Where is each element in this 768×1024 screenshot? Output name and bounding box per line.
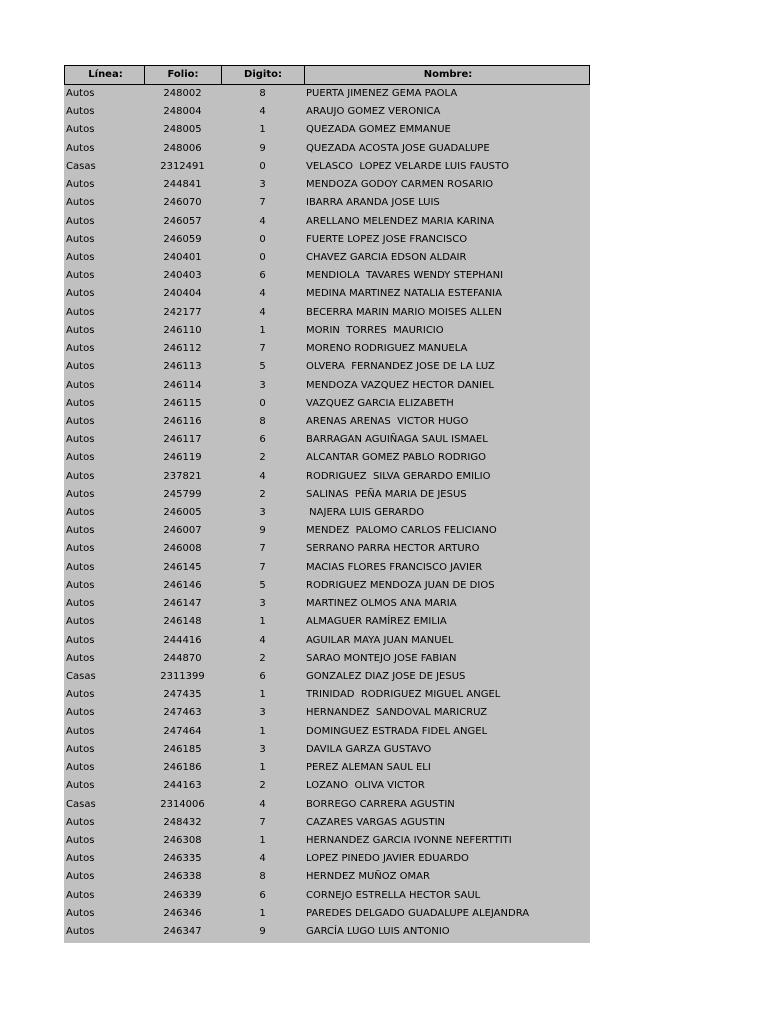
table-row bbox=[64, 395, 590, 413]
cell-digito: 7 bbox=[259, 816, 266, 828]
cell-folio: 246347 bbox=[163, 926, 202, 938]
cell-digito: 3 bbox=[259, 598, 266, 610]
cell-folio: 246005 bbox=[163, 507, 202, 519]
table-row bbox=[64, 176, 590, 194]
cell-digito: 3 bbox=[259, 743, 266, 755]
table-row bbox=[64, 267, 590, 285]
cell-nombre: FUERTE LOPEZ JOSE FRANCISCO bbox=[306, 233, 468, 245]
cell-nombre: MEDINA MARTINEZ NATALIA ESTEFANIA bbox=[306, 288, 502, 300]
cell-digito: 2 bbox=[259, 652, 266, 664]
cell-nombre: TRINIDAD RODRIGUEZ MIGUEL ANGEL bbox=[306, 689, 501, 701]
cell-digito: 6 bbox=[259, 671, 266, 682]
table-row bbox=[64, 741, 590, 759]
cell-folio: 246335 bbox=[163, 853, 202, 865]
cell-nombre: AGUILAR MAYA JUAN MANUEL bbox=[306, 634, 454, 646]
cell-linea: Autos bbox=[66, 288, 95, 300]
table-row bbox=[64, 832, 590, 850]
cell-nombre: LOPEZ PINEDO JAVIER EDUARDO bbox=[306, 853, 469, 865]
table-row bbox=[64, 468, 590, 486]
cell-folio: 248005 bbox=[163, 124, 202, 136]
cell-folio: 248006 bbox=[163, 142, 202, 154]
cell-folio: 2311399 bbox=[160, 671, 205, 682]
cell-digito: 8 bbox=[259, 871, 266, 883]
cell-linea: Autos bbox=[66, 561, 95, 573]
cell-folio: 244163 bbox=[163, 780, 202, 792]
cell-digito: 7 bbox=[259, 197, 266, 209]
cell-folio: 247464 bbox=[163, 725, 202, 737]
cell-digito: 4 bbox=[259, 853, 266, 865]
cell-folio: 240404 bbox=[163, 288, 202, 300]
cell-nombre: GONZALEZ DIAZ JOSE DE JESUS bbox=[306, 671, 466, 682]
table-row bbox=[64, 358, 590, 376]
table-row bbox=[64, 796, 590, 814]
cell-digito: 1 bbox=[259, 762, 266, 774]
cell-folio: 244416 bbox=[163, 634, 202, 646]
cell-nombre: ALCANTAR GOMEZ PABLO RODRIGO bbox=[306, 452, 487, 464]
cell-digito: 0 bbox=[259, 397, 266, 409]
cell-linea: Autos bbox=[66, 725, 95, 737]
cell-folio: 246186 bbox=[163, 762, 202, 774]
cell-folio: 246008 bbox=[163, 543, 202, 555]
table-row bbox=[64, 723, 590, 741]
cell-digito: 2 bbox=[259, 452, 266, 464]
cell-folio: 2314006 bbox=[160, 798, 205, 810]
cell-folio: 2312491 bbox=[160, 160, 205, 172]
table-row bbox=[64, 121, 590, 139]
cell-digito: 4 bbox=[259, 470, 266, 482]
table-row bbox=[64, 486, 590, 504]
cell-nombre: QUEZADA GOMEZ EMMANUE bbox=[306, 124, 451, 136]
cell-folio: 246147 bbox=[163, 598, 202, 610]
cell-folio: 246115 bbox=[163, 397, 202, 409]
cell-digito: 1 bbox=[259, 907, 266, 919]
cell-linea: Autos bbox=[66, 816, 95, 828]
cell-folio: 246114 bbox=[163, 379, 202, 391]
cell-linea: Casas bbox=[66, 671, 96, 682]
header-nombre: Nombre: bbox=[304, 66, 590, 84]
table-row bbox=[64, 340, 590, 358]
cell-folio: 246112 bbox=[163, 343, 202, 355]
cell-digito: 1 bbox=[259, 689, 266, 701]
cell-nombre: PEREZ ALEMAN SAUL ELI bbox=[306, 762, 431, 774]
cell-folio: 246116 bbox=[163, 415, 202, 427]
cell-linea: Autos bbox=[66, 579, 95, 591]
cell-linea: Autos bbox=[66, 780, 95, 792]
table-row bbox=[64, 540, 590, 558]
cell-nombre: HERNANDEZ GARCIA IVONNE NEFERTTITI bbox=[306, 834, 512, 846]
cell-linea: Autos bbox=[66, 251, 95, 263]
table-row bbox=[64, 668, 590, 686]
cell-digito: 1 bbox=[259, 124, 266, 136]
cell-linea: Autos bbox=[66, 634, 95, 646]
cell-nombre: SERRANO PARRA HECTOR ARTURO bbox=[306, 543, 480, 555]
table-header bbox=[64, 65, 590, 85]
cell-nombre: ARAUJO GOMEZ VERONICA bbox=[306, 106, 441, 118]
cell-linea: Autos bbox=[66, 452, 95, 464]
cell-digito: 0 bbox=[259, 160, 266, 172]
cell-linea: Autos bbox=[66, 926, 95, 938]
cell-linea: Autos bbox=[66, 488, 95, 500]
cell-folio: 246059 bbox=[163, 233, 202, 245]
cell-nombre: MENDEZ PALOMO CARLOS FELICIANO bbox=[306, 525, 497, 537]
cell-linea: Autos bbox=[66, 689, 95, 701]
cell-digito: 3 bbox=[259, 379, 266, 391]
cell-nombre: NAJERA LUIS GERARDO bbox=[306, 507, 425, 519]
table-row bbox=[64, 759, 590, 777]
cell-linea: Autos bbox=[66, 361, 95, 373]
cell-linea: Autos bbox=[66, 470, 95, 482]
cell-linea: Autos bbox=[66, 762, 95, 774]
cell-nombre: HERNDEZ MUÑOZ OMAR bbox=[306, 871, 430, 883]
cell-folio: 240403 bbox=[163, 270, 202, 282]
cell-nombre: MENDOZA GODOY CARMEN ROSARIO bbox=[306, 179, 494, 191]
table-row bbox=[64, 650, 590, 668]
cell-folio: 246117 bbox=[163, 434, 202, 446]
cell-folio: 247463 bbox=[163, 707, 202, 719]
table-row bbox=[64, 140, 590, 158]
cell-linea: Autos bbox=[66, 270, 95, 282]
header-digito: Digito: bbox=[221, 66, 304, 84]
cell-linea: Autos bbox=[66, 525, 95, 537]
cell-linea: Autos bbox=[66, 889, 95, 901]
cell-nombre: QUEZADA ACOSTA JOSE GUADALUPE bbox=[306, 142, 490, 154]
cell-digito: 5 bbox=[259, 361, 266, 373]
cell-nombre: LOZANO OLIVA VICTOR bbox=[306, 780, 425, 792]
cell-linea: Autos bbox=[66, 124, 95, 136]
table-row bbox=[64, 704, 590, 722]
table-row bbox=[64, 613, 590, 631]
cell-nombre: BORREGO CARRERA AGUSTIN bbox=[306, 798, 455, 810]
cell-digito: 6 bbox=[259, 434, 266, 446]
cell-digito: 8 bbox=[259, 415, 266, 427]
cell-folio: 246338 bbox=[163, 871, 202, 883]
table-row bbox=[64, 868, 590, 886]
cell-linea: Autos bbox=[66, 434, 95, 446]
cell-folio: 246119 bbox=[163, 452, 202, 464]
cell-linea: Autos bbox=[66, 343, 95, 355]
cell-linea: Autos bbox=[66, 106, 95, 118]
cell-linea: Autos bbox=[66, 306, 95, 318]
cell-folio: 246346 bbox=[163, 907, 202, 919]
cell-nombre: SARAO MONTEJO JOSE FABIAN bbox=[306, 652, 457, 664]
cell-linea: Autos bbox=[66, 834, 95, 846]
cell-digito: 5 bbox=[259, 579, 266, 591]
cell-digito: 4 bbox=[259, 634, 266, 646]
cell-linea: Autos bbox=[66, 415, 95, 427]
cell-linea: Autos bbox=[66, 507, 95, 519]
cell-folio: 246145 bbox=[163, 561, 202, 573]
cell-nombre: MACIAS FLORES FRANCISCO JAVIER bbox=[306, 561, 483, 573]
cell-nombre: CAZARES VARGAS AGUSTIN bbox=[306, 816, 446, 828]
cell-nombre: ALMAGUER RAMÍREZ EMILIA bbox=[306, 616, 447, 628]
records-table bbox=[64, 65, 590, 943]
cell-nombre: MARTINEZ OLMOS ANA MARIA bbox=[306, 598, 457, 610]
cell-folio: 248004 bbox=[163, 106, 202, 118]
cell-digito: 2 bbox=[259, 488, 266, 500]
cell-folio: 246339 bbox=[163, 889, 202, 901]
table-row bbox=[64, 559, 590, 577]
cell-linea: Casas bbox=[66, 160, 96, 172]
cell-digito: 4 bbox=[259, 798, 266, 810]
table-row bbox=[64, 304, 590, 322]
cell-linea: Autos bbox=[66, 707, 95, 719]
cell-linea: Autos bbox=[66, 616, 95, 628]
cell-folio: 246113 bbox=[163, 361, 202, 373]
cell-linea: Autos bbox=[66, 142, 95, 154]
table-row bbox=[64, 504, 590, 522]
cell-nombre: IBARRA ARANDA JOSE LUIS bbox=[306, 197, 440, 209]
cell-digito: 9 bbox=[259, 525, 266, 537]
cell-digito: 1 bbox=[259, 725, 266, 737]
table-row bbox=[64, 595, 590, 613]
table-row bbox=[64, 213, 590, 231]
cell-nombre: MENDIOLA TAVARES WENDY STEPHANI bbox=[306, 270, 504, 282]
cell-digito: 3 bbox=[259, 179, 266, 191]
table-row bbox=[64, 887, 590, 905]
cell-digito: 3 bbox=[259, 707, 266, 719]
table-row bbox=[64, 158, 590, 176]
cell-digito: 7 bbox=[259, 343, 266, 355]
table-row bbox=[64, 249, 590, 267]
cell-folio: 245799 bbox=[163, 488, 202, 500]
cell-digito: 7 bbox=[259, 561, 266, 573]
table-row bbox=[64, 777, 590, 795]
cell-nombre: CORNEJO ESTRELLA HECTOR SAUL bbox=[306, 889, 481, 901]
cell-nombre: HERNANDEZ SANDOVAL MARICRUZ bbox=[306, 707, 488, 719]
cell-linea: Autos bbox=[66, 379, 95, 391]
cell-nombre: RODRIGUEZ MENDOZA JUAN DE DIOS bbox=[306, 579, 495, 591]
cell-folio: 246057 bbox=[163, 215, 202, 227]
cell-folio: 248432 bbox=[163, 816, 202, 828]
cell-linea: Autos bbox=[66, 543, 95, 555]
cell-linea: Autos bbox=[66, 652, 95, 664]
table-row bbox=[64, 923, 590, 941]
cell-folio: 246185 bbox=[163, 743, 202, 755]
table-row bbox=[64, 322, 590, 340]
cell-nombre: OLVERA FERNANDEZ JOSE DE LA LUZ bbox=[306, 361, 495, 373]
cell-nombre: GARCÍA LUGO LUIS ANTONIO bbox=[306, 926, 450, 938]
table-row bbox=[64, 413, 590, 431]
table-row bbox=[64, 449, 590, 467]
cell-folio: 246148 bbox=[163, 616, 202, 628]
cell-nombre: MORIN TORRES MAURICIO bbox=[306, 324, 444, 336]
cell-linea: Autos bbox=[66, 598, 95, 610]
cell-folio: 240401 bbox=[163, 251, 202, 263]
cell-linea: Autos bbox=[66, 197, 95, 209]
cell-nombre: CHAVEZ GARCIA EDSON ALDAIR bbox=[306, 251, 467, 263]
cell-linea: Autos bbox=[66, 853, 95, 865]
cell-folio: 244870 bbox=[163, 652, 202, 664]
table-row bbox=[64, 814, 590, 832]
header-linea: Línea: bbox=[64, 66, 144, 84]
cell-digito: 1 bbox=[259, 616, 266, 628]
cell-linea: Autos bbox=[66, 215, 95, 227]
cell-folio: 242177 bbox=[163, 306, 202, 318]
cell-digito: 2 bbox=[259, 780, 266, 792]
table-row bbox=[64, 103, 590, 121]
cell-folio: 248002 bbox=[163, 88, 202, 99]
cell-linea: Autos bbox=[66, 397, 95, 409]
cell-nombre: ARENAS ARENAS VICTOR HUGO bbox=[306, 415, 469, 427]
cell-nombre: MORENO RODRIGUEZ MANUELA bbox=[306, 343, 468, 355]
table-row bbox=[64, 577, 590, 595]
cell-nombre: PAREDES DELGADO GUADALUPE ALEJANDRA bbox=[306, 907, 530, 919]
table-body bbox=[64, 85, 590, 943]
cell-linea: Autos bbox=[66, 179, 95, 191]
cell-nombre: MENDOZA VAZQUEZ HECTOR DANIEL bbox=[306, 379, 494, 391]
cell-linea: Autos bbox=[66, 743, 95, 755]
cell-folio: 246308 bbox=[163, 834, 202, 846]
table-row bbox=[64, 905, 590, 923]
cell-folio: 247435 bbox=[163, 689, 202, 701]
cell-linea: Autos bbox=[66, 871, 95, 883]
table-row bbox=[64, 285, 590, 303]
cell-nombre: VELASCO LOPEZ VELARDE LUIS FAUSTO bbox=[306, 160, 509, 172]
cell-digito: 6 bbox=[259, 270, 266, 282]
cell-digito: 6 bbox=[259, 889, 266, 901]
header-folio: Folio: bbox=[144, 66, 221, 84]
cell-digito: 1 bbox=[259, 834, 266, 846]
cell-folio: 246007 bbox=[163, 525, 202, 537]
cell-digito: 9 bbox=[259, 926, 266, 938]
table-row bbox=[64, 431, 590, 449]
cell-digito: 4 bbox=[259, 288, 266, 300]
cell-linea: Autos bbox=[66, 88, 95, 99]
cell-linea: Autos bbox=[66, 324, 95, 336]
cell-folio: 246146 bbox=[163, 579, 202, 591]
cell-digito: 9 bbox=[259, 142, 266, 154]
table-row bbox=[64, 377, 590, 395]
table-row bbox=[64, 231, 590, 249]
cell-nombre: BECERRA MARIN MARIO MOISES ALLEN bbox=[306, 306, 502, 318]
cell-digito: 4 bbox=[259, 106, 266, 118]
table-row bbox=[64, 632, 590, 650]
cell-folio: 246110 bbox=[163, 324, 202, 336]
cell-nombre: BARRAGAN AGUIÑAGA SAUL ISMAEL bbox=[306, 434, 488, 446]
cell-folio: 246070 bbox=[163, 197, 202, 209]
cell-digito: 1 bbox=[259, 324, 266, 336]
cell-digito: 3 bbox=[259, 507, 266, 519]
table-row bbox=[64, 522, 590, 540]
cell-linea: Autos bbox=[66, 907, 95, 919]
cell-digito: 7 bbox=[259, 543, 266, 555]
cell-nombre: DOMINGUEZ ESTRADA FIDEL ANGEL bbox=[306, 725, 488, 737]
cell-folio: 237821 bbox=[163, 470, 202, 482]
cell-digito: 8 bbox=[259, 88, 266, 99]
cell-nombre: VAZQUEZ GARCIA ELIZABETH bbox=[306, 397, 454, 409]
table-row bbox=[64, 194, 590, 212]
cell-nombre: DAVILA GARZA GUSTAVO bbox=[306, 743, 432, 755]
cell-nombre: SALINAS PEÑA MARIA DE JESUS bbox=[306, 488, 467, 500]
cell-nombre: PUERTA JIMENEZ GEMA PAOLA bbox=[306, 88, 458, 99]
cell-digito: 0 bbox=[259, 251, 266, 263]
cell-nombre: ARELLANO MELENDEZ MARIA KARINA bbox=[306, 215, 495, 227]
cell-nombre: RODRIGUEZ SILVA GERARDO EMILIO bbox=[306, 470, 491, 482]
table-row bbox=[64, 686, 590, 704]
table-row bbox=[64, 85, 590, 103]
table-row bbox=[64, 850, 590, 868]
cell-folio: 244841 bbox=[163, 179, 202, 191]
cell-digito: 0 bbox=[259, 233, 266, 245]
cell-digito: 4 bbox=[259, 306, 266, 318]
cell-digito: 4 bbox=[259, 215, 266, 227]
cell-linea: Casas bbox=[66, 798, 96, 810]
cell-linea: Autos bbox=[66, 233, 95, 245]
